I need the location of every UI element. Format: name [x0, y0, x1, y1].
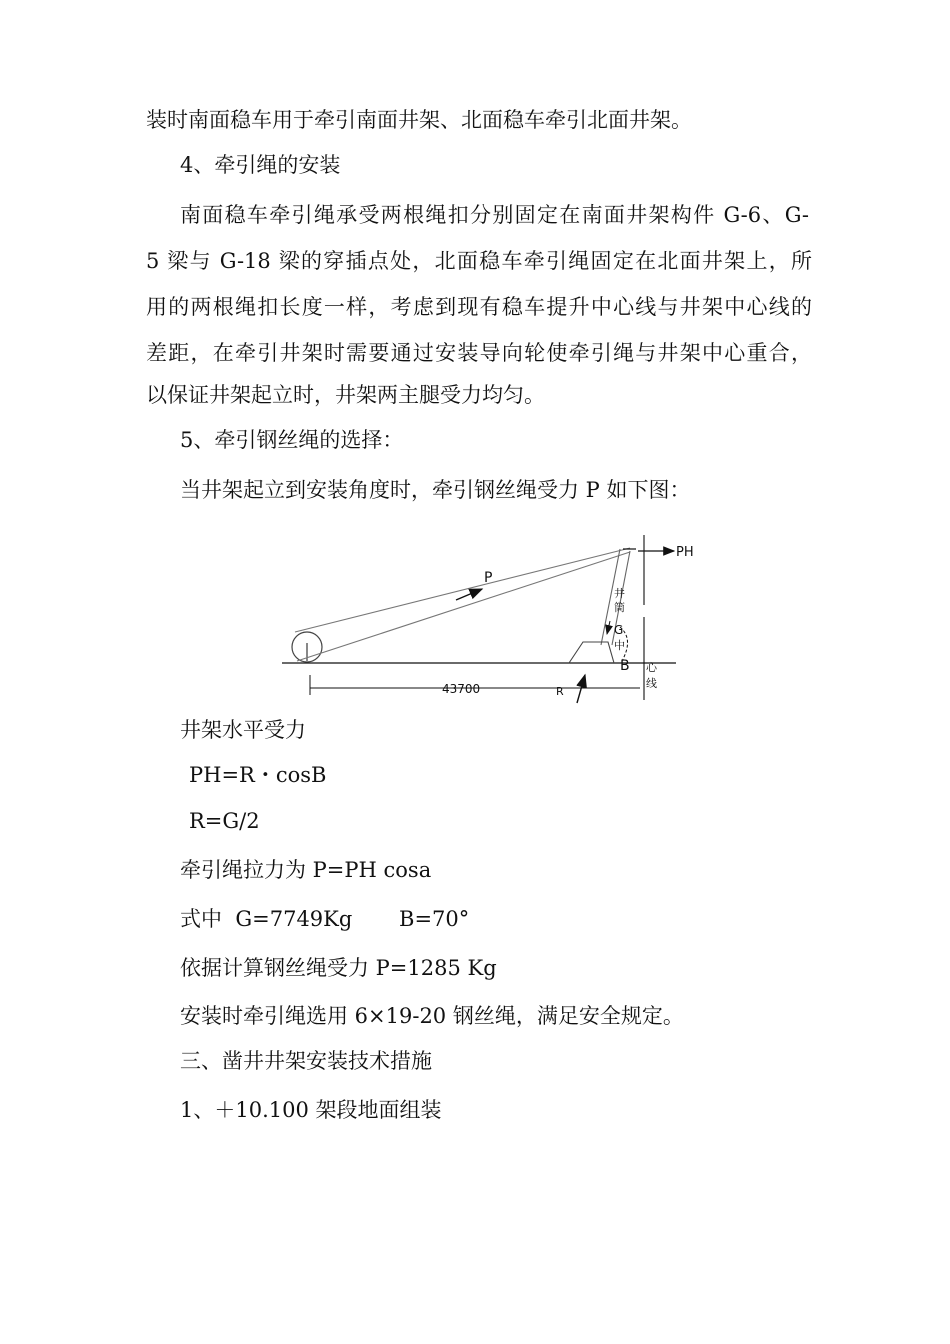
formula-p: 牵引绳拉力为 P=PH cosa — [180, 858, 432, 882]
formula-ph: PH=R・cosB — [189, 763, 327, 787]
traction-rope-top — [295, 548, 630, 632]
label-distance: 43700 — [442, 682, 481, 696]
svg-text:心: 心 — [646, 661, 657, 674]
paragraph-line: 南面稳车牵引绳承受两根绳扣分别固定在南面井架构件 G-6、G- — [180, 203, 809, 227]
section-heading-4: 4、牵引绳的安装 — [180, 153, 341, 177]
gravity-arrow — [607, 621, 610, 634]
paragraph-line: 用的两根绳扣长度一样，考虑到现有稳车提升中心线与井架中心线的 — [146, 295, 812, 319]
paragraph-line: 以保证井架起立时，井架两主腿受力均匀。 — [146, 383, 545, 407]
figure-intro: 当井架起立到安装角度时，牵引钢丝绳受力 P 如下图： — [180, 478, 691, 502]
headframe-base — [569, 642, 614, 663]
paragraph-line: 5 梁与 G-18 梁的穿插点处，北面稳车牵引绳固定在北面井架上，所 — [146, 249, 812, 273]
calc-result: 依据计算钢丝绳受力 P=1285 Kg — [180, 956, 497, 980]
formula-r: R=G/2 — [189, 809, 260, 833]
force-r-arrow — [577, 675, 585, 703]
svg-text:线: 线 — [646, 677, 657, 690]
formula-values: 式中 G=7749Kg B=70° — [180, 907, 470, 931]
horizontal-force-title: 井架水平受力 — [180, 718, 306, 742]
traction-rope-bottom — [297, 552, 630, 661]
svg-text:中: 中 — [614, 639, 625, 652]
section-heading-three: 三、凿井井架安装技术措施 — [180, 1049, 432, 1073]
label-p: P — [484, 570, 493, 586]
force-diagram — [270, 535, 694, 705]
label-b: B — [620, 658, 630, 674]
section-heading-5: 5、牵引钢丝绳的选择： — [180, 428, 404, 452]
label-g: G — [614, 623, 624, 637]
paragraph-line: 差距，在牵引井架时需要通过安装导向轮使牵引绳与井架中心重合， — [146, 341, 812, 365]
label-shaft: 井 — [614, 587, 625, 600]
rope-selection: 安装时牵引绳选用 6×19-20 钢丝绳，满足安全规定。 — [180, 1004, 684, 1028]
label-r: R — [556, 685, 564, 698]
label-ph: PH — [676, 545, 694, 560]
svg-text:筒: 筒 — [614, 601, 625, 614]
subsection-heading-1: 1、＋10.100 架段地面组装 — [180, 1098, 442, 1122]
intro-paragraph: 装时南面稳车用于牵引南面井架、北面稳车牵引北面井架。 — [146, 108, 692, 132]
